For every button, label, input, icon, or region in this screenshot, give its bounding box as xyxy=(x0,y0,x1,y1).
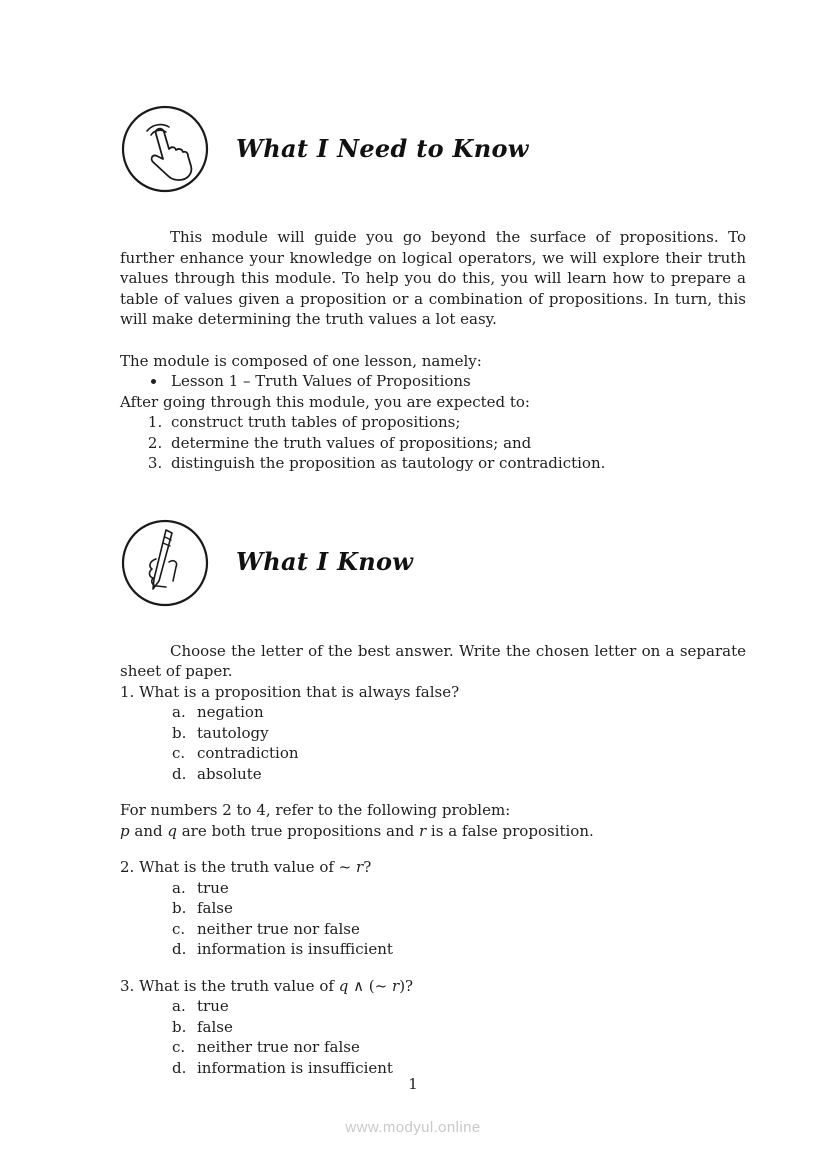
option-letter: d. xyxy=(172,764,187,783)
question-1-text: 1. What is a proposition that is always false? xyxy=(120,682,460,701)
module-composition-line: The module is composed of one lesson, namely: xyxy=(120,351,482,370)
question-text: 3. What is the truth value of xyxy=(120,976,339,995)
option-letter: a. xyxy=(172,878,186,897)
variable-r: r xyxy=(356,858,364,876)
quiz-instructions: Choose the letter of the best answer. Write the chosen letter on a separate sheet of paper. xyxy=(120,641,746,680)
option-text: negation xyxy=(197,703,264,721)
question-text: ∧ (~ xyxy=(348,976,393,995)
option-text: information is insufficient xyxy=(197,940,393,958)
option-letter: b. xyxy=(172,723,187,742)
option-text: contradiction xyxy=(197,744,299,762)
answer-option xyxy=(172,723,746,744)
section-heading-need-to-know: What I Need to Know xyxy=(236,133,529,163)
question-3-options xyxy=(120,996,746,1078)
question-text: 2. What is the truth value of ~ xyxy=(120,858,357,876)
option-letter: d. xyxy=(172,940,187,958)
question-2-options xyxy=(120,878,746,960)
option-text: false xyxy=(197,1017,233,1036)
option-text: true xyxy=(197,997,229,1015)
lesson-item: • Lesson 1 – Truth Values of Propositions xyxy=(167,371,746,392)
answer-option xyxy=(172,702,746,723)
statement-text: are both true propositions and xyxy=(176,821,419,840)
option-letter: a. xyxy=(172,703,186,721)
option-letter: a. xyxy=(172,997,186,1015)
option-text: false xyxy=(197,899,233,917)
option-text: neither true nor false xyxy=(197,919,360,938)
variable-r: r xyxy=(392,976,400,995)
writing-hand-icon xyxy=(120,518,210,608)
option-letter: b. xyxy=(172,899,187,917)
problem-statement xyxy=(120,821,746,842)
answer-option xyxy=(172,939,746,960)
answer-option xyxy=(172,764,746,785)
reference-line: For numbers 2 to 4, refer to the following problem: xyxy=(120,801,511,819)
option-text: tautology xyxy=(197,723,269,742)
section-banner-what-i-know xyxy=(120,518,746,608)
statement-text: is a false proposition. xyxy=(426,821,594,840)
statement-text: and xyxy=(129,821,168,840)
variable-p: p xyxy=(120,821,130,840)
section-heading-what-i-know: What I Know xyxy=(236,547,414,577)
question-2-text xyxy=(120,857,746,878)
option-letter: c. xyxy=(172,744,186,762)
objective-item: 3. distinguish the proposition as tautology or contradiction. xyxy=(167,453,746,474)
answer-option xyxy=(172,919,746,940)
answer-option xyxy=(172,996,746,1017)
answer-option xyxy=(172,878,746,899)
question-1-options xyxy=(120,702,746,784)
expectations-line: After going through this module, you are expected to: xyxy=(120,392,530,411)
option-text: absolute xyxy=(197,764,262,783)
answer-option xyxy=(172,1037,746,1058)
option-letter: c. xyxy=(172,919,186,938)
question-text: )? xyxy=(399,976,414,995)
lesson-list xyxy=(120,371,746,392)
option-text: true xyxy=(197,878,229,897)
page-number: 1 xyxy=(408,1075,418,1093)
answer-option xyxy=(172,1017,746,1038)
answer-option xyxy=(172,743,746,764)
option-letter: c. xyxy=(172,1038,186,1056)
variable-q: q xyxy=(167,821,177,840)
section-banner-need-to-know xyxy=(120,104,746,194)
watermark: www.modyul.online xyxy=(345,1119,481,1136)
objective-list xyxy=(120,412,746,474)
option-letter: b. xyxy=(172,1017,187,1036)
option-text: neither true nor false xyxy=(197,1038,360,1056)
objective-item: 1. construct truth tables of propositions; xyxy=(167,412,746,433)
variable-q: q xyxy=(338,976,349,995)
objective-item: 2. determine the truth values of propositions; and xyxy=(167,433,746,454)
tap-hand-icon xyxy=(120,104,210,194)
question-3-text xyxy=(120,976,746,997)
option-letter: d. xyxy=(172,1058,187,1077)
answer-option xyxy=(172,898,746,919)
intro-paragraph: This module will guide you go beyond the surface of propositions. To further enhance your knowledge on logical operators, we will explore their truth values through this module. To help you do this, you will learn how to prepare a table of values given a proposition or a combination of propositions. In turn, this will make determining the truth values a lot easy. xyxy=(120,228,746,328)
option-text: information is insufficient xyxy=(197,1058,393,1077)
variable-r: r xyxy=(418,821,427,840)
question-text: ? xyxy=(363,858,372,876)
